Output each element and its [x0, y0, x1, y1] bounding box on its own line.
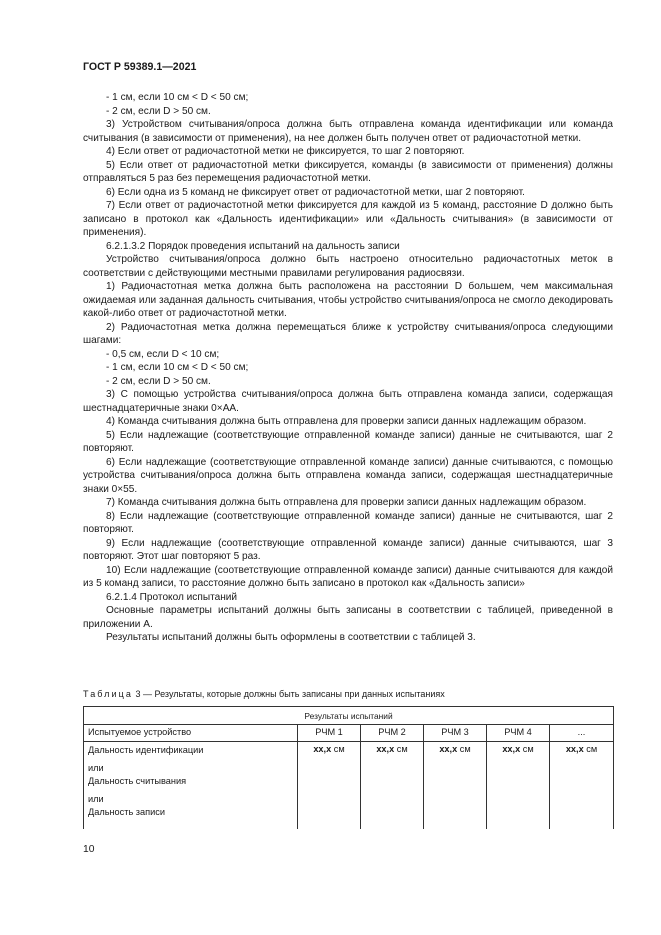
column-header: РЧМ 1	[298, 725, 361, 742]
value-number: xx,x	[502, 744, 521, 754]
paragraph: 10) Если надлежащие (соответствующие отправленной команде записи) данные считываются для каждой из 5 команд записи, то расстояние должно быть записано в протокол как «Дальность записи»	[83, 564, 613, 589]
paragraph: Основные параметры испытаний должны быть записаны в соответствии с таблицей, приведенной в приложении А.	[83, 605, 613, 630]
value-unit: см	[459, 744, 471, 754]
paragraph: 7) Команда считывания должна быть отправлена для проверки записи данных надлежащим образом.	[106, 497, 587, 508]
column-header: РЧМ 3	[424, 725, 487, 742]
value-cell	[424, 742, 487, 830]
paragraph: 7) Если ответ от радиочастотной метки фиксируется для каждой из 5 команд, расстояние D должно быть записано в протокол как «Дальность идентификации» или «Дальность считывания» (в зависимости от применения).	[83, 200, 613, 238]
value-number: xx,x	[313, 744, 332, 754]
table-header-row	[84, 725, 614, 742]
paragraph: 5) Если ответ от радиочастотной метки фиксируется, команды (в зависимости от применения) должны отправляться 5 раз без перемещения радиочастотной метки.	[83, 159, 613, 184]
table-title-row	[84, 707, 614, 725]
section-heading: 6.2.1.3.2 Порядок проведения испытаний на дальность записи	[106, 240, 400, 252]
column-header: РЧМ 4	[487, 725, 550, 742]
list-item: - 1 см, если 10 см < D < 50 см;	[106, 362, 249, 373]
distance-label: Дальность записи	[88, 807, 165, 817]
page-number: 10	[83, 844, 95, 855]
value-unit: см	[586, 744, 598, 754]
table-caption	[83, 689, 445, 699]
value-number: xx,x	[376, 744, 395, 754]
results-table	[83, 706, 614, 829]
column-header: РЧМ 2	[361, 725, 424, 742]
value-number: xx,x	[439, 744, 458, 754]
value-cell	[361, 742, 424, 830]
value-number: xx,x	[565, 744, 584, 754]
paragraph: - 2 см, если D > 50 см.	[106, 105, 211, 117]
paragraph: 3) Устройством считывания/опроса должна быть отправлена команда идентификации или команда считывания (в зависимости от применения), на нее должен быть получен ответ от радиочастотной метки.	[83, 119, 613, 144]
table-caption-text: 3 — Результаты, которые должны быть записаны при данных испытаниях	[135, 689, 445, 699]
distance-or: или	[88, 794, 104, 804]
document-header: ГОСТ Р 59389.1—2021	[83, 61, 197, 73]
table-title: Результаты испытаний	[84, 707, 614, 725]
distance-label: Дальность считывания	[88, 776, 187, 786]
paragraph: 1) Радиочастотная метка должна быть расположена на расстоянии D большем, чем максимальная ожидаемая или заданная дальность считывания, чтобы устройство считывания/опроса не смогло декодировать какой-либо ответ от радиочастотной метки.	[83, 281, 613, 319]
value-cell	[487, 742, 550, 830]
paragraph: 4) Команда считывания должна быть отправлена для проверки записи данных надлежащим образом.	[106, 416, 587, 427]
value-unit: см	[333, 744, 345, 754]
paragraph: 5) Если надлежащие (соответствующие отправленной команде записи) данные не считываются, шаг 2 повторяют.	[83, 429, 613, 454]
paragraph: 8) Если надлежащие (соответствующие отправленной команде записи) данные не считываются, шаг 2 повторяют.	[83, 510, 613, 535]
paragraph: 3) С помощью устройства считывания/опроса должна быть отправлена команда записи, содержащая шестнадцатеричные знаки 0×AA.	[83, 389, 613, 414]
table-caption-label: Таблица	[83, 689, 133, 699]
distance-cell	[84, 742, 298, 830]
section-heading: 6.2.1.4 Протокол испытаний	[106, 591, 238, 603]
paragraph: Результаты испытаний должны быть оформлены в соответствии с таблицей 3.	[106, 632, 476, 643]
paragraph: - 1 см, если 10 см < D < 50 см;	[106, 92, 249, 103]
paragraph: Устройство считывания/опроса должно быть настроено относительно радиочастотных меток в соответствии с действующими местными правилами регулирования радиосвязи.	[83, 254, 613, 279]
paragraph: 6) Если надлежащие (соответствующие отправленной команде записи) данные считываются, с помощью устройства считывания/опроса должна быть отправлена команда записи, содержащая шестнадцатеричные знаки 0×55.	[83, 456, 613, 495]
body-text	[83, 91, 613, 645]
distance-or: или	[88, 763, 104, 773]
paragraph: 2) Радиочастотная метка должна перемещаться ближе к устройству считывания/опроса следующими шагами:	[83, 321, 613, 346]
value-unit: см	[522, 744, 534, 754]
list-item: - 0,5 см, если D < 10 см;	[106, 348, 220, 360]
paragraph: 4) Если ответ от радиочастотной метки не фиксируется, то шаг 2 повторяют.	[106, 146, 465, 157]
distance-label: Дальность идентификации	[88, 745, 204, 755]
list-item: - 2 см, если D > 50 см.	[106, 375, 211, 387]
paragraph: 6) Если одна из 5 команд не фиксирует ответ от радиочастотной метки, шаг 2 повторяют.	[106, 186, 525, 198]
value-cell	[550, 742, 614, 830]
paragraph: 9) Если надлежащие (соответствующие отправленной команде записи) данные считываются, шаг 3 повторяют. Этот шаг повторяют 5 раз.	[83, 537, 613, 562]
value-unit: см	[396, 744, 408, 754]
device-header: Испытуемое устройство	[84, 725, 298, 742]
table-row	[84, 742, 614, 830]
column-header: ...	[550, 725, 614, 742]
value-cell	[298, 742, 361, 830]
